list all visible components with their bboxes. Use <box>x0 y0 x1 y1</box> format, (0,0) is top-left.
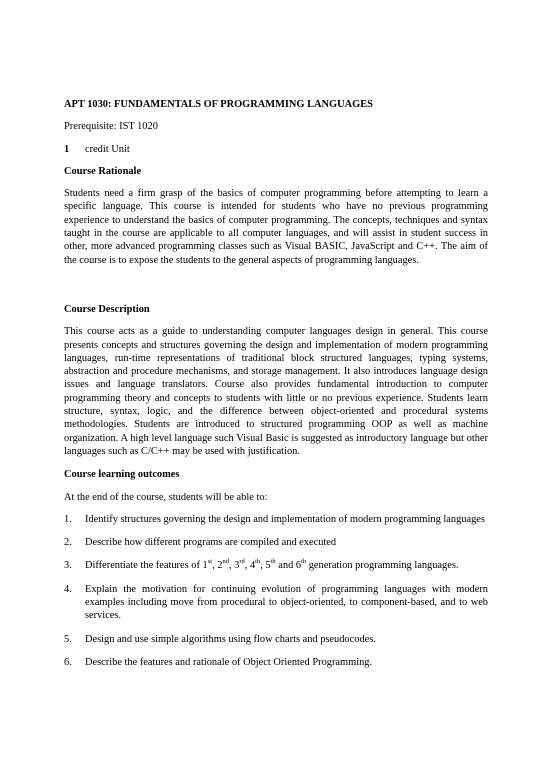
list-item <box>64 583 488 623</box>
credit-number: 1 <box>64 143 70 155</box>
prerequisite: Prerequisite: IST 1020 <box>64 121 158 133</box>
list-item <box>64 633 488 646</box>
outcomes-list <box>64 513 488 669</box>
superscript: th <box>255 557 261 565</box>
document-body <box>64 98 488 679</box>
text-fragment: , 5 <box>260 560 271 572</box>
text-fragment: , 2 <box>212 560 223 572</box>
list-number: 5. <box>64 633 72 645</box>
rationale-text: Students need a firm grasp of the basics of computer programming before attempting to learn a specific language. This course is intended for students who have no previous programming experience to understand the basics of computer programming. The concepts, techniques and syntax taught in the course are applicable to all computer languages, and will assist in student success in other, more advanced programming classes such as Visual BASIC, JavaScript and C++. The aim of the course is to expose the students to the general aspects of programming languages. <box>64 188 488 266</box>
superscript: rd <box>239 557 245 565</box>
text-fragment: , 4 <box>244 560 256 572</box>
text-fragment: generation programming languages. <box>306 560 459 572</box>
list-text: Identify structures governing the design and implementation of modern programming languages <box>85 513 485 525</box>
section-spacer <box>64 277 488 303</box>
list-text <box>85 559 488 572</box>
list-text: Describe the features and rationale of Object Oriented Programming. <box>85 656 373 668</box>
list-number: 6. <box>64 656 72 668</box>
outcomes-intro: At the end of the course, students will be able to: <box>64 491 268 503</box>
list-text: Design and use simple algorithms using flow charts and pseudocodes. <box>85 633 376 645</box>
superscript: th <box>301 557 307 565</box>
list-item <box>64 513 488 526</box>
list-item <box>64 559 488 572</box>
list-number: 4. <box>64 583 72 595</box>
list-item <box>64 536 488 549</box>
text-fragment: Differentiate the features of 1 <box>85 560 208 572</box>
list-number: 1. <box>64 513 72 525</box>
list-item <box>64 656 488 669</box>
description-text: This course acts as a guide to understanding computer languages design in general. This course presents concepts and structures governing the design and implementation of modern programming languages, run-time representations of traditional block structured languages, typing systems, abstraction and procedure mechanisms, and storage management. It also introduces language design issues and language translators. Course also provides fundamental introduction to computer programming theory and concepts to students with little or no previous experience. Students learn structure, syntax, logic, and the difference between object-oriented and procedural systems methodologies. Students are introduced to structured programming OOP as well as machine organization. A high level language such Visual Basic is suggested as introductory language but other languages such as C/C++ may be used with justification. <box>64 326 488 457</box>
list-number: 2. <box>64 537 72 549</box>
rationale-heading: Course Rationale <box>64 165 142 177</box>
superscript: th <box>270 557 276 565</box>
list-text: Explain the motivation for continuing evolution of programming languages with modern examples including move from procedural to object-oriented, to component-based, and to web services. <box>85 583 488 622</box>
superscript: st <box>207 557 213 565</box>
text-fragment: and 6 <box>275 560 302 572</box>
list-number: 3. <box>64 560 72 572</box>
superscript: nd <box>222 557 229 565</box>
course-title: APT 1030: FUNDAMENTALS OF PROGRAMMING LANGUAGES <box>64 99 373 110</box>
list-text: Describe how different programs are compiled and executed <box>85 537 337 549</box>
text-fragment: , 3 <box>228 560 240 572</box>
description-heading: Course Description <box>64 303 150 315</box>
credit-unit <box>64 143 488 156</box>
credit-label: credit Unit <box>85 143 130 155</box>
outcomes-heading: Course learning outcomes <box>64 469 180 481</box>
